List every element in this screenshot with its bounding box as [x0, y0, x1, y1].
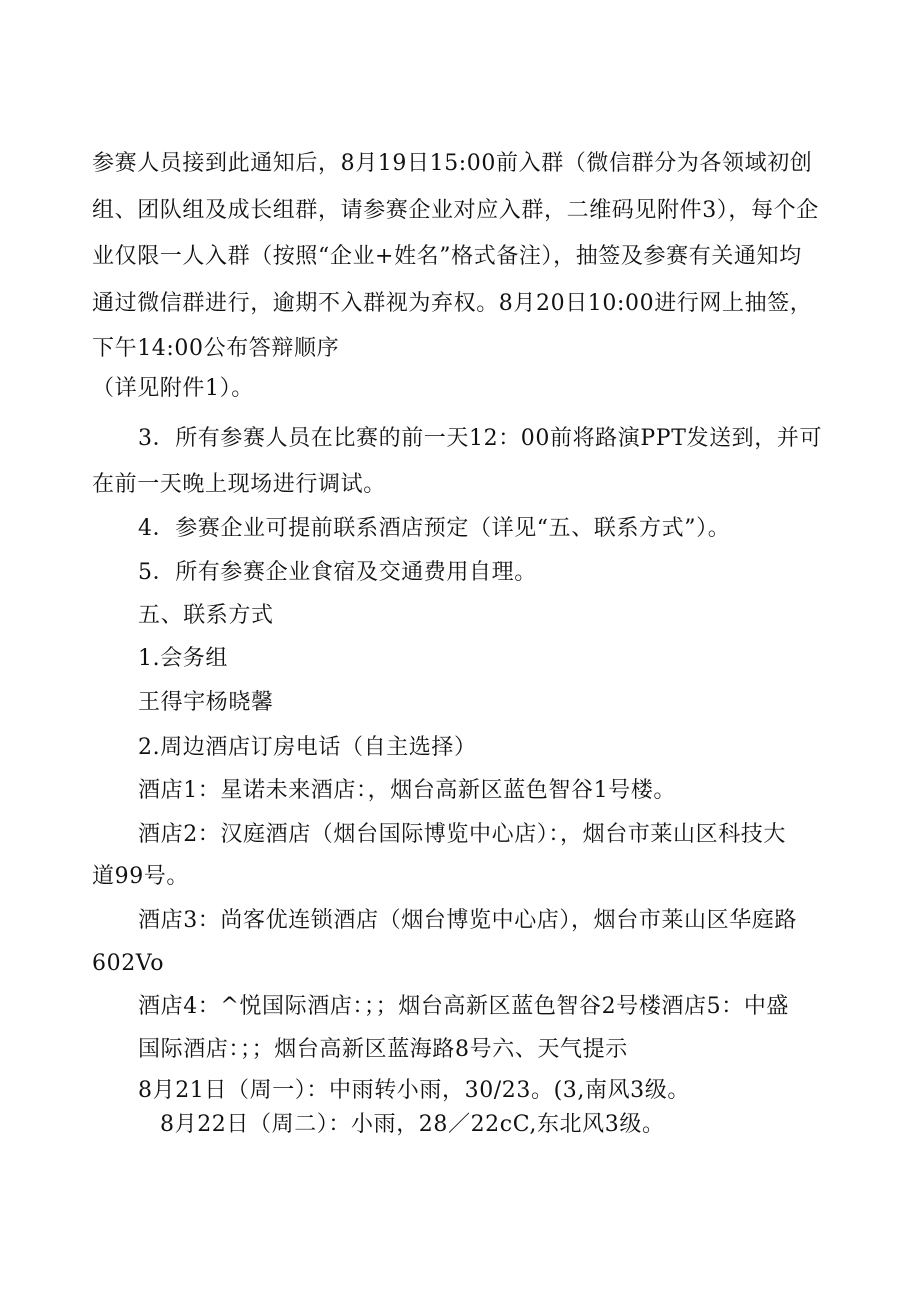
- weather-day-1: 8月21日（周一）：中雨转小雨，30/23。(3,南风3级。: [138, 1078, 690, 1103]
- hotel-45-line-2: 国际酒店：；；烟台高新区蓝海路8号六、天气提示: [138, 1037, 628, 1062]
- hotel-3-line-1: 酒店3：尚客优连锁酒店（烟台博览中心店），烟台市莱山区华庭路: [138, 908, 797, 933]
- meeting-group-heading: 1.会务组: [138, 646, 228, 671]
- item4-text: 4．参赛企业可提前联系酒店预定（详见“五、联系方式”）。: [138, 516, 731, 541]
- section-contacts-heading: 五、联系方式: [138, 603, 274, 628]
- hotel-2-line-1: 酒店2：汉庭酒店（烟台国际博览中心店）：，烟台市莱山区科技大: [138, 822, 786, 847]
- hotel-2-line-2: 道99号。: [92, 864, 189, 889]
- item3-line-1: 3．所有参赛人员在比赛的前一天12：00前将路演PPT发送到，并可: [138, 426, 823, 451]
- weather-day-2: 8月22日（周二）：小雨，28／22cC,东北风3级。: [160, 1112, 665, 1137]
- para1-line-1: 参赛人员接到此通知后，8月19日15:00前入群（微信群分为各领域初创: [92, 151, 813, 176]
- hotel-1: 酒店1：星诺未来酒店：，烟台高新区蓝色智谷1号楼。: [138, 778, 676, 803]
- meeting-group-names: 王得宇杨晓馨: [138, 690, 274, 715]
- para1-line-4: 通过微信群进行，逾期不入群视为弃权。8月20日10:00进行网上抽签，: [92, 291, 813, 316]
- hotel-45-line-1: 酒店4：^悦国际酒店：；；烟台高新区蓝色智谷2号楼酒店5：中盛: [138, 994, 790, 1019]
- hotel-3-line-2: 602Vo: [92, 951, 165, 976]
- para1-line-3: 业仅限一人入群（按照“企业+姓名”格式备注），抽签及参赛有关通知均: [92, 244, 802, 269]
- para1-line-5: 下午14:00公布答辩顺序: [92, 336, 340, 361]
- para1-line-2: 组、团队组及成长组群，请参赛企业对应入群，二维码见附件3），每个企: [92, 198, 819, 223]
- item3-line-2: 在前一天晚上现场进行调试。: [92, 472, 386, 497]
- para1-line-6: （详见附件1）。: [92, 376, 254, 401]
- item5-text: 5．所有参赛企业食宿及交通费用自理。: [138, 560, 537, 585]
- hotels-heading: 2.周边酒店订房电话（自主选择）: [138, 735, 477, 760]
